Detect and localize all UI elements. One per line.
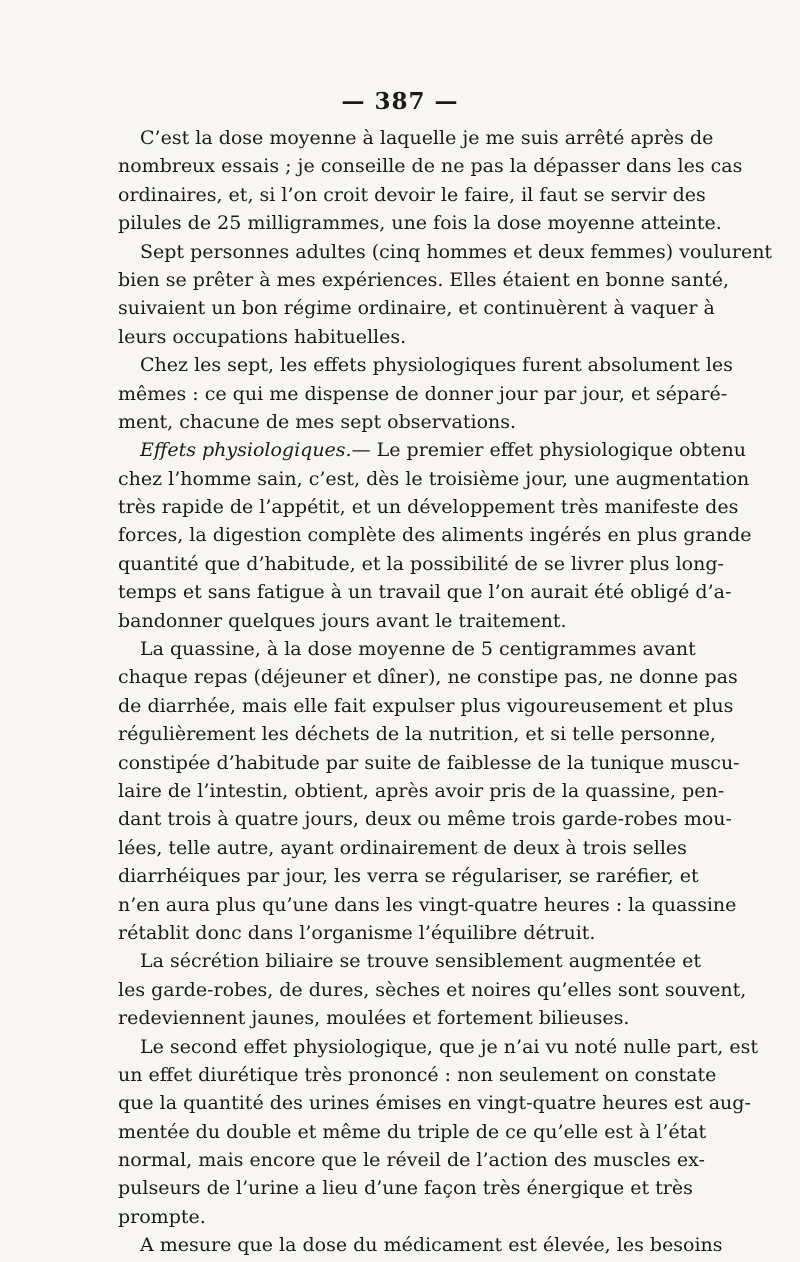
text-line — [118, 124, 714, 152]
text-line-content: dant trois à quatre jours, deux ou même trois garde-robes mou- — [118, 808, 732, 831]
text-line-content: C’est la dose moyenne à laquelle je me suis arrêté après de — [140, 127, 714, 149]
text-line — [118, 777, 725, 805]
text-line-content: les garde-robes, de dures, sèches et noires qu’elles sont souvent, — [118, 978, 747, 1001]
text-line — [118, 408, 680, 436]
text-line — [118, 1231, 723, 1259]
text-line-content: ment, chacune de mes sept observations. — [118, 410, 517, 433]
text-line — [118, 834, 687, 862]
text-line-content: mêmes : ce qui me dispense de donner jour par jour, et séparé- — [118, 382, 728, 405]
text-line — [118, 1033, 758, 1061]
text-line — [118, 805, 732, 833]
text-line — [118, 720, 716, 748]
text-line — [118, 465, 750, 493]
text-line-content: — Le premier effet physiologique obtenu — [351, 439, 746, 462]
text-line-content: laire de l’intestin, obtient, après avoir pris de la quassine, pen- — [118, 779, 725, 802]
text-line — [118, 1203, 680, 1231]
text-line-content: nombreux essais ; je conseille de ne pas la dépasser dans les cas — [118, 155, 743, 178]
text-line-content: chez l’homme sain, c’est, dès le troisième jour, une augmentation — [118, 467, 750, 490]
text-line — [118, 550, 724, 578]
text-line — [118, 976, 747, 1004]
text-line-content: forces, la digestion complète des aliments ingérés en plus grande — [118, 524, 752, 547]
text-line-content: régulièrement les déchets de la nutrition, et si telle personne, — [118, 723, 716, 746]
text-line-content: diarrhéiques par jour, les verra se régulariser, se raréfier, et — [118, 865, 699, 888]
text-line-content: redeviennent jaunes, moulées et fortement bilieuses. — [118, 1007, 630, 1030]
text-line-content: A mesure que la dose du médicament est élevée, les besoins — [140, 1234, 723, 1257]
text-line — [118, 521, 752, 549]
text-line-content: La sécrétion biliaire se trouve sensiblement augmentée et — [140, 950, 701, 973]
text-line — [118, 493, 739, 521]
text-line — [118, 578, 732, 606]
text-line-content: Chez les sept, les effets physiologiques furent absolument les — [140, 354, 733, 377]
text-line — [118, 919, 680, 947]
text-line-content: très rapide de l’appétit, et un développement très manifeste des — [118, 496, 739, 519]
text-line-content: ordinaires, et, si l’on croit devoir le faire, il faut se servir des — [118, 183, 706, 206]
text-line — [118, 1146, 705, 1174]
text-line-content: mentée du double et même du triple de ce qu’elle est à l’état — [118, 1120, 707, 1143]
section-heading: Effets physiologiques. — [140, 439, 352, 462]
text-line — [118, 351, 733, 379]
text-line-content: lées, telle autre, ayant ordinairement de deux à trois selles — [118, 836, 687, 859]
text-line-content: suivaient un bon régime ordinaire, et continuèrent à vaquer à — [118, 297, 715, 320]
text-line — [118, 1004, 680, 1032]
text-line — [118, 323, 680, 351]
text-line — [118, 294, 715, 322]
text-line — [118, 238, 773, 266]
text-line — [118, 947, 701, 975]
text-line-content: prompte. — [118, 1205, 206, 1228]
text-line — [118, 436, 746, 464]
text-line-content: pulseurs de l’urine a lieu d’une façon très énergique et très — [118, 1177, 693, 1200]
text-line — [118, 152, 743, 180]
text-line — [118, 635, 696, 663]
text-line — [118, 1061, 717, 1089]
text-line-content: leurs occupations habituelles. — [118, 325, 407, 348]
text-line-content: de diarrhée, mais elle fait expulser plus vigoureusement et plus — [118, 694, 734, 717]
text-line — [118, 749, 740, 777]
text-line-content: La quassine, à la dose moyenne de 5 centigrammes avant — [140, 638, 696, 661]
text-line — [118, 209, 722, 237]
text-line — [118, 692, 734, 720]
text-line-content: quantité que d’habitude, et la possibilité de se livrer plus long- — [118, 552, 724, 575]
text-line — [118, 380, 728, 408]
text-line-content: constipée d’habitude par suite de faiblesse de la tunique muscu- — [118, 751, 740, 774]
text-line-content: que la quantité des urines émises en vingt-quatre heures est aug- — [118, 1092, 751, 1115]
text-line — [118, 1089, 751, 1117]
text-line — [118, 663, 738, 691]
text-line-content: un effet diurétique très prononcé : non seulement on constate — [118, 1063, 717, 1086]
text-line-content: temps et sans fatigue à un travail que l’on aurait été obligé d’a- — [118, 581, 732, 604]
text-line — [118, 1118, 707, 1146]
text-line — [118, 607, 680, 635]
text-line — [118, 266, 730, 294]
text-line-content: bandonner quelques jours avant le traitement. — [118, 609, 567, 632]
text-line — [118, 181, 706, 209]
text-line-content: pilules de 25 milligrammes, une fois la dose moyenne atteinte. — [118, 212, 722, 235]
page-number: — 387 — — [341, 88, 459, 115]
text-line-content: Le second effet physiologique, que je n’ai vu noté nulle part, est — [140, 1035, 758, 1058]
text-line-content: normal, mais encore que le réveil de l’action des muscles ex- — [118, 1149, 705, 1172]
text-line-content: Sept personnes adultes (cinq hommes et deux femmes) voulurent — [140, 240, 773, 263]
text-line — [118, 891, 737, 919]
text-line — [118, 862, 699, 890]
text-line-content: n’en aura plus qu’une dans les vingt-quatre heures : la quassine — [118, 893, 737, 916]
text-line-content: bien se prêter à mes expériences. Elles étaient en bonne santé, — [118, 268, 730, 291]
text-line-content: rétablit donc dans l’organisme l’équilibre détruit. — [118, 921, 596, 944]
text-line — [118, 1174, 693, 1202]
text-line-content: chaque repas (déjeuner et dîner), ne constipe pas, ne donne pas — [118, 666, 738, 689]
body-text — [118, 124, 773, 1260]
